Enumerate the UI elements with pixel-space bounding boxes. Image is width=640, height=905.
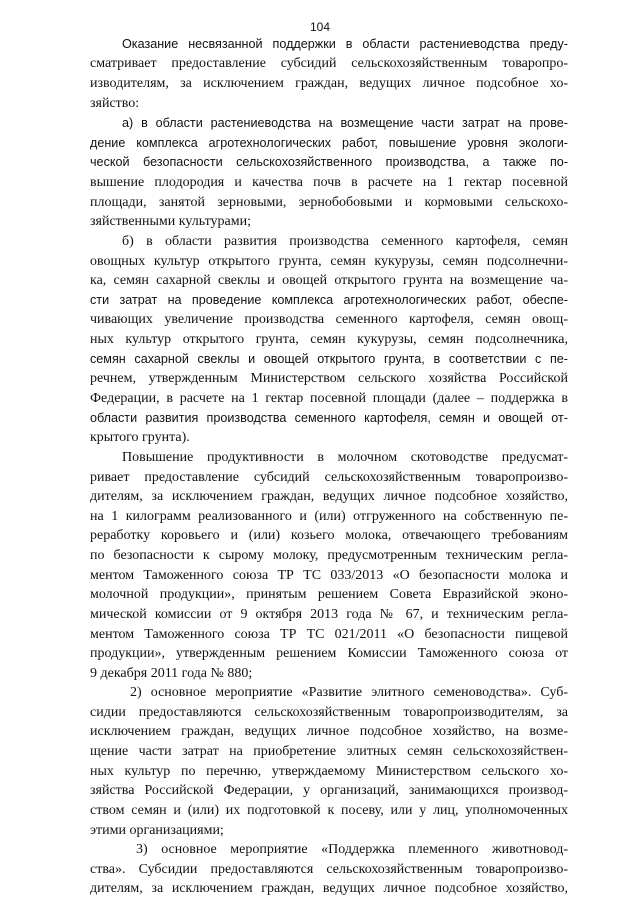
text-line: Оказание несвязанной поддержки в области растениеводства преду- xyxy=(122,37,568,51)
text-line: ства». Субсидии предоставляются сельскохозяйственным товаропроизво- xyxy=(90,862,568,877)
page-number: 104 xyxy=(309,20,331,34)
text-line: вышение плодородия и качества почв в расчете на 1 гектар посевной xyxy=(90,175,568,190)
text-line: реработку коровьего и (или) козьего молока, отвечающего требованиям xyxy=(90,528,568,543)
text-line: семян сахарной свеклы и овощей открытого грунта, в соответствии с пе- xyxy=(90,352,568,366)
text-line: ных культур открытого грунта, семян кукурузы, семян подсолнечника, xyxy=(90,332,568,347)
text-line: ка, семян сахарной свеклы и овощей открытого грунта на возмещение ча- xyxy=(90,273,568,288)
text-line: на 1 килограмм реализованного и (или) отгруженного на собственную пе- xyxy=(90,509,568,524)
text-line: речнем, утвержденным Министерством сельского хозяйства Российской xyxy=(90,371,568,386)
text-line: сти затрат на проведение комплекса агротехнологических работ, обеспе- xyxy=(90,293,568,307)
text-line: б) в области развития производства семенного картофеля, семян xyxy=(122,234,568,249)
text-line: ментом Таможенного союза ТР ТС 033/2013 «О безопасности молока и xyxy=(90,568,568,583)
text-line: 3) основное мероприятие «Поддержка племенного животновод- xyxy=(136,842,568,857)
text-line: а) в области растениеводства на возмещение части затрат на прове- xyxy=(122,116,568,130)
text-line: 9 декабря 2011 года № 880; xyxy=(90,666,253,681)
text-line: изводителям, за исключением граждан, ведущих личное подсобное хо- xyxy=(90,76,568,91)
text-line: ством семян и (или) их подготовкой к посеву, или у лиц, уполномоченных xyxy=(90,803,568,818)
text-line: области развития производства семенного картофеля, семян и овощей от- xyxy=(90,411,568,425)
text-line: чивающих увеличение производства семенного картофеля, семян овощ- xyxy=(90,312,568,327)
text-line: по безопасности к сырому молоку, предусмотренным техническим регла- xyxy=(90,548,568,563)
text-line: 2) основное мероприятие «Развитие элитного семеноводства». Суб- xyxy=(130,685,568,700)
text-line: Федерации, в расчете на 1 гектар посевной площади (далее – поддержка в xyxy=(90,391,568,406)
text-line: зяйства Российской Федерации, у организаций, занимающихся производ- xyxy=(90,783,568,798)
text-line: овощных культур открытого грунта, семян кукурузы, семян подсолнечни- xyxy=(90,254,568,269)
text-line: щение части затрат на приобретение элитных семян сельскохозяйствен- xyxy=(90,744,568,759)
text-line: сматривает предоставление субсидий сельскохозяйственным товаропро- xyxy=(90,56,568,71)
text-line: ных культур по перечню, утверждаемому Министерством сельского хо- xyxy=(90,764,568,779)
text-line: продукции», утвержденным решением Комиссии Таможенного союза от xyxy=(90,646,568,661)
text-line: дение комплекса агротехнологических работ, повышение уровня экологи- xyxy=(90,136,568,150)
text-line: дителям, за исключением граждан, ведущих личное подсобное хозяйство, xyxy=(90,489,568,504)
text-line: зяйственными культурами; xyxy=(90,214,251,229)
text-line: зяйство: xyxy=(90,96,140,111)
text-line: ривает предоставление субсидий сельскохозяйственным товаропроизво- xyxy=(90,470,568,485)
text-line: Повышение продуктивности в молочном скотоводстве предусмат- xyxy=(122,450,568,465)
text-line: дителям, за исключением граждан, ведущих личное подсобное хозяйство, xyxy=(90,881,568,896)
text-line: исключением граждан, ведущих личное подсобное хозяйство, на возме- xyxy=(90,724,568,739)
text-line: этими организациями; xyxy=(90,823,224,838)
text-line: ментом Таможенного союза ТР ТС 021/2011 «О безопасности пищевой xyxy=(90,627,568,642)
text-line: сидии предоставляются сельскохозяйственным товаропроизводителям, за xyxy=(90,705,568,720)
text-line: ческой безопасности сельскохозяйственного производства, а также по- xyxy=(90,155,568,169)
text-line: площади, занятой зерновыми, зернобобовыми и кормовыми сельскохо- xyxy=(90,195,568,210)
text-line: молочной продукции», принятым решением Совета Евразийской эконо- xyxy=(90,587,568,602)
text-line: крытого грунта). xyxy=(90,430,190,445)
text-line: мической комиссии от 9 октября 2013 года № 67, и техническим регла- xyxy=(90,607,568,622)
